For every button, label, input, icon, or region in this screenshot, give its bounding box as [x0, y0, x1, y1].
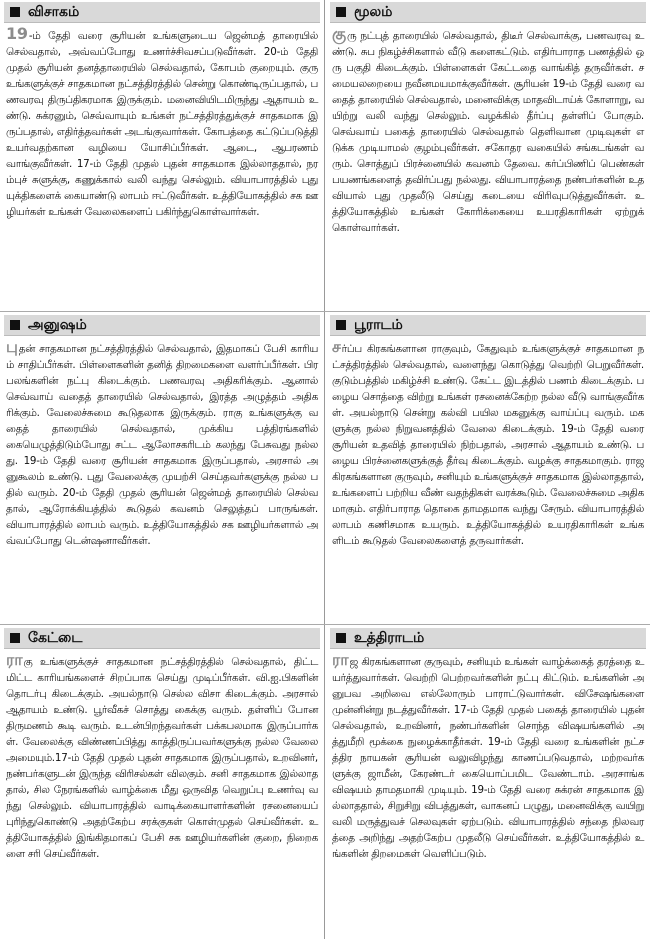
section-header [4, 628, 320, 649]
section-header [330, 2, 646, 23]
square-bullet-icon [336, 7, 346, 17]
square-bullet-icon [10, 320, 20, 330]
drop-cap: ரா [6, 650, 23, 669]
section-text: ரு நட்புத் தாரையில் செல்வதால், திடீர் செல்வாக்கு, பணவரவு உண்டு. சுப நிகழ்ச்சிகளால் வீடு களைகட்டும். எதிர்பாராத பணத்தில் ஒரு பகுதி கிடைக்கும். பிள்ளைகள் கேட்டதை வாங்கித் தருவீர்கள். சமையலறையை நவீனமயமாக்குவீர்கள். சூரியன் 19-ம் தேதி வரை வதைத் தாரையில் செல்வதால், மனைவிக்கு மாதவிடாய்க் கோளாறு, வயிற்று வலி வந்து செல்லும். வழக்கில் தீர்ப்பு தள்ளிப் போகும். செவ்வாய் பகைத் தாரையில் செல்வதால் தெளிவான முடிவுகள் எடுக்க முடியாமல் குழம்புவீர்கள். சகோதர வகையில் சங்கடங்கள் வரும். சொத்துப் பிரச்னையில் கவனம் தேவை. கர்ப்பிணிப் பெண்கள் பயணங்களைத் தவிர்ப்பது நல்லது. வியாபாரத்தை நண்பர்களின் உதவியால் புது முதலீடு செய்து கடையை விரிவுபடுத்துவீர்கள். உத்தியோகத்தில் உங்கள் கோரிக்கையை உயரதிகாரிகள் ஏற்றுக் கொள்வார்கள். [332, 30, 644, 234]
section-moolam [330, 2, 646, 308]
drop-cap: பு [6, 337, 18, 356]
section-body [330, 336, 646, 549]
column-divider [324, 0, 325, 939]
section-text: கு உங்களுக்குச் சாதகமான நட்சத்திரத்தில் செல்வதால், திட்டமிட்ட காரியங்களைச் சிறப்பாக செய்து முடிப்பீர்கள். வி.ஐ.பிகளின் தொடர்பு கிடைக்கும். அயல்நாடு செல்ல விசா கிடைக்கும். அரசால் ஆதாயம் உண்டு. பூர்வீகச் சொத்து கைக்கு வரும். தள்ளிப் போன திருமணம் கூடி வரும். உடன்பிறந்தவர்கள் பக்கபலமாக இருப்பார்கள். வேலைக்கு விண்ணப்பித்து காத்திருப்பவர்களுக்கு நல்ல வேலை அமையும்.17-ம் தேதி முதல் புதன் சாதகமாக இருப்பதால், உறவினர், நண்பர்களுடன் இருந்த விரிசல்கள் விலகும். சனி சாதகமாக இல்லாததால், சில நேரங்களில் வாழ்க்கை மீது ஒருவித வெறுப்பு உணர்வு வந்து செல்லும். வியாபாரத்தில் வாடிக்கையாளர்களின் ரசனையைப் புரிந்துகொண்டு அதற்கேற்ப சரக்குகள் கொள்முதல் செய்வீர்கள். உத்தியோகத்தில் இங்கிதமாகப் பேசி சக ஊழியர்களின் குறை, நிறைகளை சரி செய்வீர்கள். [6, 656, 318, 860]
square-bullet-icon [336, 320, 346, 330]
section-title: உத்திராடம் [354, 630, 425, 646]
section-body [4, 649, 320, 862]
section-title: மூலம் [354, 4, 393, 20]
section-body [330, 649, 646, 862]
section-header [330, 628, 646, 649]
section-kettai [4, 628, 320, 936]
row-divider-2 [0, 624, 650, 625]
section-header [330, 315, 646, 336]
section-body [330, 23, 646, 236]
section-text: ர்ப்ப கிரகங்களான ராகுவும், கேதுவும் உங்களுக்குச் சாதகமான நட்சத்திரத்தில் செல்வதால், வளைந்து கொடுத்து வெற்றி பெறுவீர்கள். குடும்பத்தில் மகிழ்ச்சி உண்டு. கேட்ட இடத்தில் பணம் கிடைக்கும். பழைய சொத்தை விற்று உங்கள் ரசனைக்கேற்ற நல்ல வீடு வாங்குவீர்கள். அயல்நாடு சென்று கல்வி பயில மகனுக்கு வாய்ப்பு வரும். மகளுக்கு நல்ல நிறுவனத்தில் வேலை கிடைக்கும். 19-ம் தேதி வரை சூரியன் உதவித் தாரையில் நிற்பதால், அரசால் ஆதாயம் உண்டு. பழைய பிரச்னைகளுக்குத் தீர்வு கிடைக்கும். வழக்கு சாதகமாகும். ராஜ கிரகங்களான குருவும், சனியும் உங்களுக்குச் சாதகமாக இல்லாததால், உங்களைப் பற்றிய வீண் வதந்திகள் வரக்கூடும். வேலைச்சுமை அதிகமாகும். எதிர்பாராத தொகை தாமதமாக வந்து சேரும். வியாபாரத்தில் லாபம் கணிசமாக உயரும். உத்தியோகத்தில் உயரதிகாரிகள் உங்களிடம் கூடுதல் வேலைகளைத் தருவார்கள். [332, 343, 644, 547]
section-text: ஜ கிரகங்களான குருவும், சனியும் உங்கள் வாழ்க்கைத் தரத்தை உயர்த்துவார்கள். வெற்றி பெற்றவர்களின் நட்பு கிட்டும். உங்களின் அனுபவ அறிவை எல்லோரும் பாராட்டுவார்கள். விசேஷங்களை முன்னின்று நடத்துவீர்கள். 17-ம் தேதி முதல் பகைத் தாரையில் புதன் செல்வதால், உறவினர், நண்பர்களின் சொந்த விஷயங்களில் அத்துமீறி மூக்கை நுழைக்காதீர்கள். 19-ம் தேதி வரை உங்களின் நட்சத்திர நாயகன் சூரியன் வலுவிழந்து காணப்படுவதால், மற்றவர்களுக்கு ஜாமீன், கேரண்டர் கையொப்பமிட வேண்டாம். அரசாங்க விஷயம் தாமதமாகி முடியும். 19-ம் தேதி வரை சுக்ரன் சாதகமாக இல்லாததால், சிறுசிறு விபத்துகள், வாகனப் பழுது, மனைவிக்கு வயிறு வலி மருத்துவச் செலவுகள் ஏற்படும். வியாபாரத்தில் சந்தை நிலவரத்தை அறிந்து அதற்கேற்ப முதலீடு செய்வீர்கள். உத்தியோகத்தில் உங்களின் திறமைகள் வெளிப்படும். [332, 656, 644, 860]
section-body [4, 336, 320, 549]
section-text: தன் சாதகமான நட்சத்திரத்தில் செல்வதால், இதமாகப் பேசி காரியம் சாதிப்பீர்கள். பிள்ளைகளின் தனித் திறமைகளை வளர்ப்பீர்கள். பிரபலங்களின் நட்பு கிடைக்கும். பணவரவு அதிகரிக்கும். ஆனால் செவ்வாய் வதைத் தாரையில் செல்வதால், இரத்த அழுத்தம் அதிகரிக்கும். வேலைச்சுமை கூடுதலாக இருக்கும். ராகு உங்களுக்கு வதைத் தாரையில் செல்வதால், முக்கிய பத்திரங்களில் கையெழுத்திடும்போது சட்ட ஆலோசகரிடம் கலந்து பேசுவது நல்லது. 19-ம் தேதி வரை சூரியன் சாதகமாக இருப்பதால், அரசால் அனுகூலம் உண்டு. புது வேலைக்கு முயற்சி செய்தவர்களுக்கு நல்ல பதில் வரும். 20-ம் தேதி முதல் சூரியன் ஜென்மத் தாரையில் செல்வதால், ஆரோக்கியத்தில் கூடுதல் கவனம் செலுத்தப் பாருங்கள். வியாபாரத்தில் லாபம் வரும். உத்தியோகத்தில் சக ஊழியர்களால் அவ்வப்போது டென்ஷனாவீர்கள். [6, 343, 318, 547]
square-bullet-icon [10, 7, 20, 17]
section-title: விசாகம் [28, 4, 80, 20]
section-pooradam [330, 315, 646, 621]
square-bullet-icon [10, 633, 20, 643]
drop-cap: கு [332, 24, 346, 43]
drop-cap: 19 [6, 24, 28, 43]
section-anusham [4, 315, 320, 621]
row-divider-1 [0, 311, 650, 312]
section-visakam [4, 2, 320, 308]
drop-cap: ரா [332, 650, 349, 669]
section-uthiradam [330, 628, 646, 936]
section-title: பூராடம் [354, 317, 403, 333]
section-text: -ம் தேதி வரை சூரியன் உங்களுடைய ஜென்மத் தாரையில் செல்வதால், அவ்வப்போது உணர்ச்சிவசப்படுவீர்கள். 20-ம் தேதி முதல் சூரியன் தனத்தாரையில் செல்வதால், கோபம் குறையும். குரு உங்களுக்குச் சாதகமான நட்சத்திரத்தில் சென்று கொண்டிருப்பதால், பணவரவு திருப்திகரமாக இருக்கும். மனைவியிடமிருந்து ஆதாயம் உண்டு. சுக்ரனும், செவ்வாயும் உங்கள் நட்சத்திரத்துக்குச் சாதகமாக இருப்பதால், எதிர்த்தவர்கள் அடங்குவார்கள். கோபத்தை கட்டுப்படுத்தி உயர்வதற்கான வழியை யோசிப்பீர்கள். ஆடை, ஆபரணம் வாங்குவீர்கள். 17-ம் தேதி முதல் புதன் சாதகமாக இல்லாததால், நரம்புச் சுளுக்கு, கணுக்கால் வலி வந்து செல்லும். வியாபாரத்தில் புது யுக்திகளைக் கையாண்டு லாபம் ஈட்டுவீர்கள். உத்தியோகத்தில் சக ஊழியர்கள் உங்கள் வேலைகளைப் பகிர்ந்துகொள்வார்கள். [6, 30, 318, 218]
section-title: கேட்டை [28, 630, 83, 646]
section-header [4, 2, 320, 23]
section-body [4, 23, 320, 220]
section-header [4, 315, 320, 336]
square-bullet-icon [336, 633, 346, 643]
section-title: அனுஷம் [28, 317, 87, 333]
drop-cap: ச [332, 337, 341, 356]
